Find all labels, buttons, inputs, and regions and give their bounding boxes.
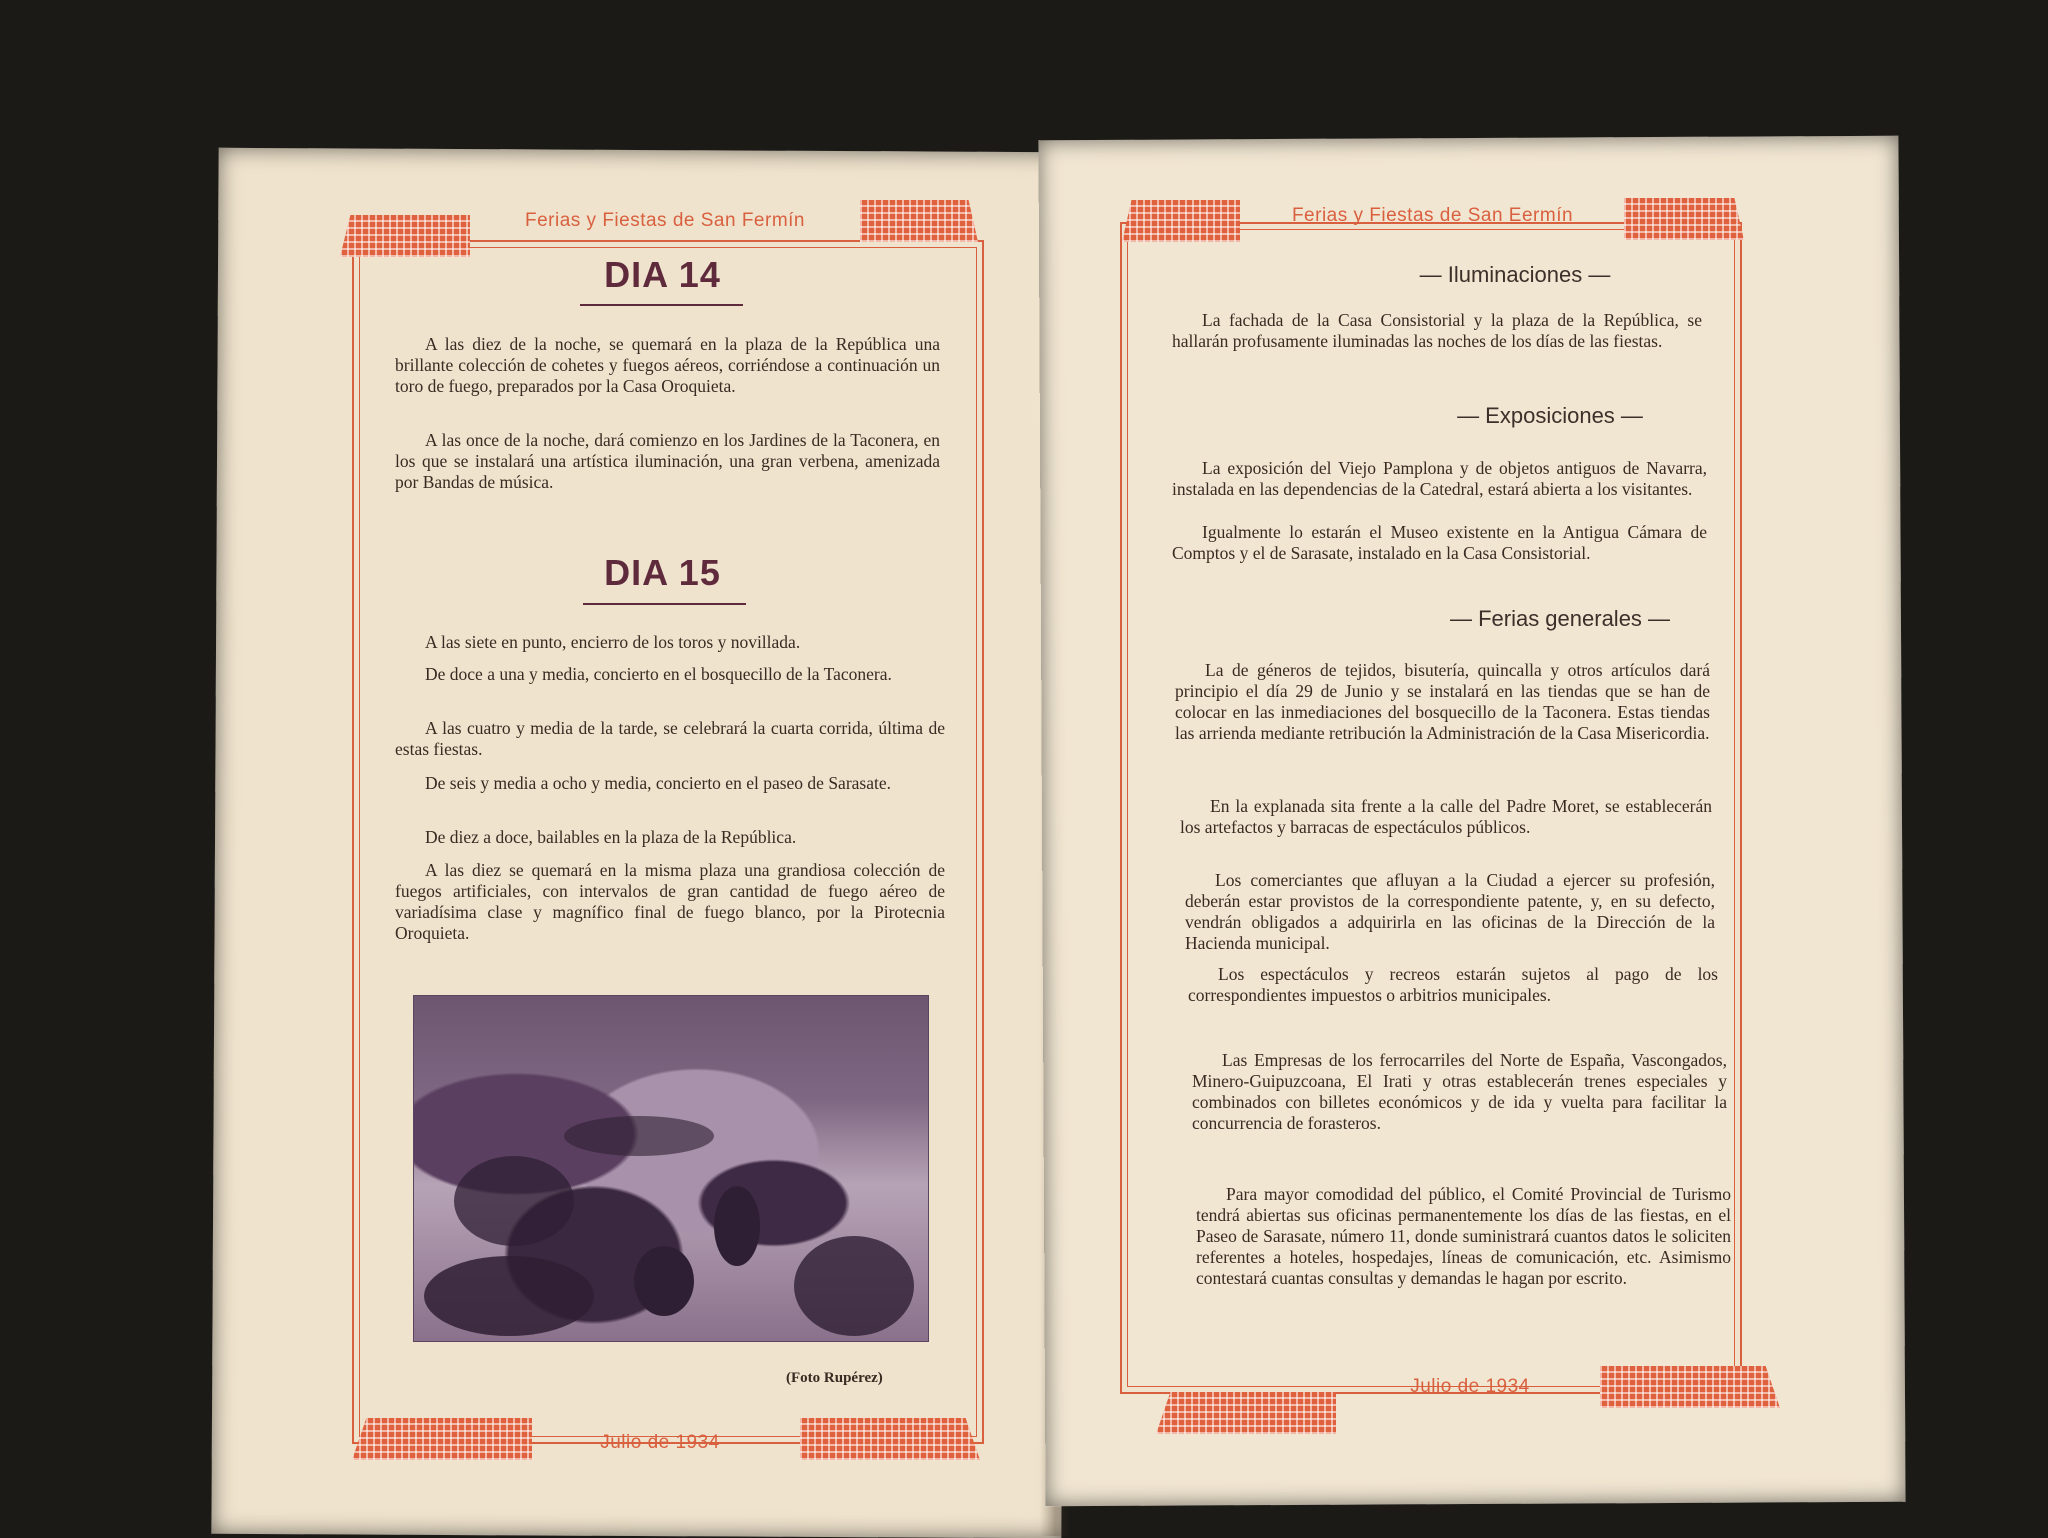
day14-paragraph-2: A las once de la noche, dará comienzo en los Jardines de la Taconera, en los que se instalará una artística iluminación, una gran verbena, amenizada por Bandas de música. (395, 430, 940, 492)
exposiciones-paragraph-2: Igualmente lo estarán el Museo existente en la Antigua Cámara de Comptos y el de Sarasate, instalado en la Casa Consistorial. (1172, 522, 1707, 563)
day15-paragraph-6: A las diez se quemará en la misma plaza una grandiosa colección de fuegos artificiales, con intervalos de gran cantidad de fuego aéreo de variadísima clase y magnífico final de fuego blanco, por la Pirotecnia Oroquieta. (395, 860, 945, 943)
left-top-right-ribbon (860, 200, 978, 242)
section-title-ferias-generales: — Ferias generales — (1449, 606, 1671, 631)
exposiciones-paragraph-1: La exposición del Viejo Pamplona y de objetos antiguos de Navarra, instalada en las dependencias de la Catedral, estará abierta a los visitantes. (1172, 458, 1707, 499)
trains-paragraph: Las Empresas de los ferrocarriles del Norte de España, Vascongados, Minero-Guipuzcoana, El Irati y otras establecerán trenes especiales y combinados con billetes económicos y de ida y vuelta para facilitar la concurrencia de forasteros. (1192, 1050, 1727, 1133)
right-top-left-ribbon (1122, 200, 1240, 242)
ferias-paragraph-1: La de géneros de tejidos, bisutería, quincalla y otros artículos dará principio el día 29 de Junio y se instalará en las tiendas que se han de colocar en las inmediaciones del bosquecillo de la Taconera. Estas tiendas las arrienda mediante retribución la Administración de la Casa Misericordia. (1175, 660, 1710, 743)
tourism-paragraph: Para mayor comodidad del público, el Comité Provincial de Turismo tendrá abiertas sus oficinas permanentemente los días de las fiestas, en el Paseo de Sarasate, número 11, donde suministrará cuantos datos le soliciten referentes a hoteles, hospedajes, líneas de comunicación, etc. Asimismo contestará cuantas consultas y demandas le hagan por escrito. (1196, 1184, 1731, 1288)
ferias-paragraph-2: En la explanada sita frente a la calle del Padre Moret, se establecerán los artefactos y barracas de espectáculos públicos. (1180, 796, 1712, 837)
left-footer: Julio de 1934 (600, 1432, 720, 1453)
day15-paragraph-1: A las siete en punto, encierro de los toros y novillada. (425, 632, 801, 652)
day14-title: DIA 14 (604, 254, 721, 295)
day14-underline (580, 304, 743, 306)
day15-paragraph-3: A las cuatro y media de la tarde, se celebrará la cuarta corrida, última de estas fiestas. (395, 718, 945, 759)
day15-underline (583, 603, 746, 605)
day15-paragraph-4: De seis y media a ocho y media, concierto en el paseo de Sarasate. (425, 773, 891, 793)
photo-caption: (Foto Rupérez) (786, 1370, 883, 1386)
right-footer: Julio de 1934 (1410, 1376, 1530, 1397)
day15-paragraph-2: De doce a una y media, concierto en el bosquecillo de la Taconera. (425, 664, 892, 684)
day15-title: DIA 15 (604, 552, 721, 593)
left-top-left-ribbon (340, 215, 470, 257)
iluminaciones-paragraph-1: La fachada de la Casa Consistorial y la plaza de la República, se hallarán profusamente iluminadas las noches de los días de las fiestas. (1172, 310, 1702, 351)
right-bottom-right-ribbon (1600, 1366, 1780, 1408)
section-title-exposiciones: — Exposiciones — (1457, 403, 1643, 428)
ferias-paragraph-4: Los espectáculos y recreos estarán sujetos al pago de los correspondientes impuestos o arbitrios municipales. (1188, 964, 1718, 1005)
day15-paragraph-5: De diez a doce, bailables en la plaza de la República. (425, 827, 797, 847)
right-bottom-left-ribbon (1156, 1392, 1336, 1434)
encierro-photo (413, 995, 929, 1342)
left-bottom-right-ribbon (800, 1418, 980, 1460)
left-running-head: Ferias y Fiestas de San Fermín (524, 210, 806, 231)
section-title-iluminaciones: — Iluminaciones — (1419, 262, 1611, 287)
right-running-head: Ferias y Fiestas de San Eermín (1291, 205, 1574, 226)
day14-paragraph-1: A las diez de la noche, se quemará en la plaza de la República una brillante colección de cohetes y fuegos aéreos, corriéndose a continuación un toro de fuego, preparados por la Casa Oroquieta. (395, 334, 940, 396)
ferias-paragraph-3: Los comerciantes que afluyan a la Ciudad a ejercer su profesión, deberán estar provistos de la correspondiente patente, y, en su defecto, vendrán obligados a adquirirla en las oficinas de la Dirección de la Hacienda municipal. (1185, 870, 1715, 953)
left-bottom-left-ribbon (352, 1418, 532, 1460)
right-top-right-ribbon (1624, 198, 1744, 240)
